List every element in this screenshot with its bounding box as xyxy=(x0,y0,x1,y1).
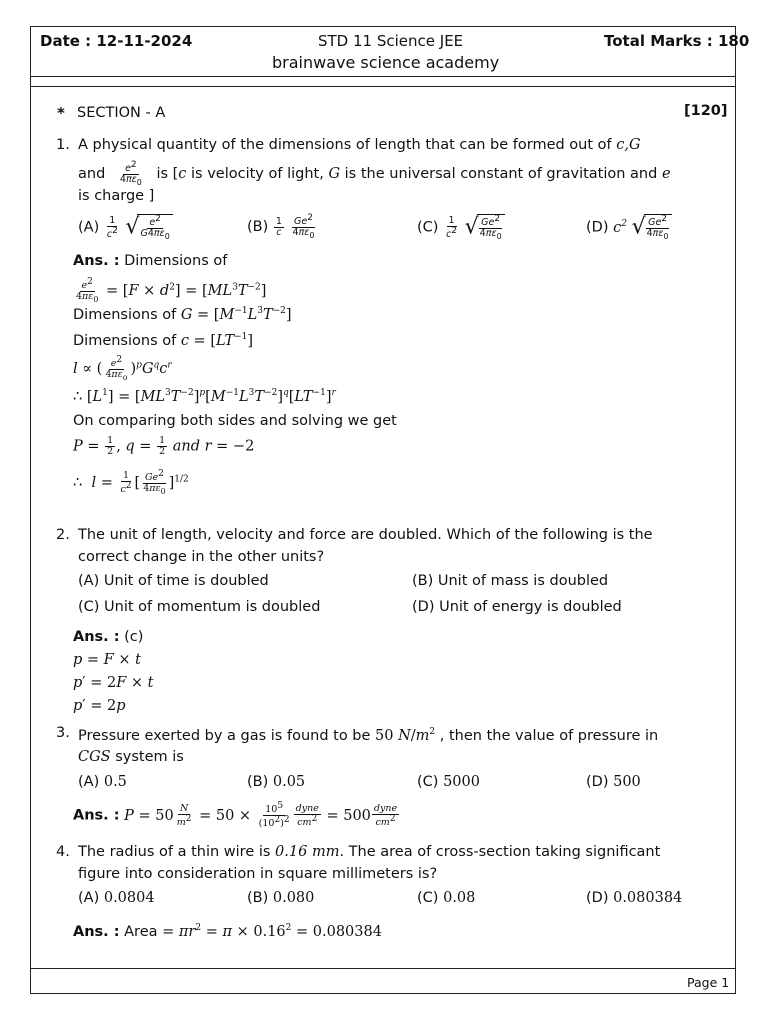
q3-line1: Pressure exerted by a gas is found to be 50 $N/m^2$ , then the value of pressure in xyxy=(78,727,659,744)
q3-option-c: (C) 5000 xyxy=(417,774,480,790)
q1-number: 1. xyxy=(56,137,70,153)
section-title: SECTION - A xyxy=(77,105,166,121)
q1-option-d: (D) $c^2$ √ $\frac{Ge^2}{4\pi\varepsilon_0}$ xyxy=(586,214,672,241)
q3-option-b: (B) 0.05 xyxy=(247,774,306,790)
q1-eq-5: ∴ $[L^1] = [ML^3T^{-2}]^p[M^{-1}L^3T^{-2}]^q[LT^{-1}]^r$ xyxy=(73,388,336,405)
exam-standard: STD 11 Science JEE xyxy=(318,32,464,50)
q2-option-a: (A) Unit of time is doubled xyxy=(78,573,269,589)
q3-option-d: (D) 500 xyxy=(586,774,641,790)
q2-option-c: (C) Unit of momentum is doubled xyxy=(78,599,321,615)
total-marks: Total Marks : 180 xyxy=(604,32,750,50)
q1-option-c: (C) $\frac{1}{c^2}$ √ $\frac{Ge^2}{4\pi\varepsilon_0}$ xyxy=(417,214,505,241)
q3-number: 3. xyxy=(56,725,70,741)
q2-number: 2. xyxy=(56,527,70,543)
q1-eq-4: l ∝ ( $\frac{e^2}{4\pi\varepsilon_o}$ )$^pG^qc^r$ xyxy=(73,355,172,383)
q4-option-c: (C) 0.08 xyxy=(417,890,476,906)
q2-eq-2: p′ = 2F × t xyxy=(73,675,154,691)
q4-option-a: (A) 0.0804 xyxy=(78,890,155,906)
q2-line1: The unit of length, velocity and force are doubled. Which of the following is the xyxy=(78,527,653,543)
q1-answer-label: Ans. : Dimensions of xyxy=(73,253,228,269)
q3-line2: CGS system is xyxy=(78,749,184,765)
q1-line1: A physical quantity of the dimensions of length that can be formed out of c,G xyxy=(78,137,641,153)
q1-option-a: (A) $\frac{1}{c^2}$ √ $\frac{e^2}{G4\pi\varepsilon_0}$ xyxy=(78,214,173,241)
q1-eq-1: $\frac{e^2}{4\pi\varepsilon_0}$ = $[F \times d^2] = [ML^3T^{-2}]$ xyxy=(76,277,267,305)
exam-date: Date : 12-11-2024 xyxy=(40,32,193,50)
q4-answer: Ans. : Area = $\pi r^2 = \pi \times 0.16^2 = 0.080384$ xyxy=(73,923,382,940)
q2-option-d: (D) Unit of energy is doubled xyxy=(412,599,622,615)
section-marks: [120] xyxy=(684,103,728,119)
q1-eq-3: Dimensions of $c = [LT^{-1}]$ xyxy=(73,332,254,349)
q2-option-b: (B) Unit of mass is doubled xyxy=(412,573,609,589)
q1-eq-6: P = $\frac{1}{2}$ , q = $\frac{1}{2}$ and r = −2 xyxy=(73,435,255,457)
page-number: Page 1 xyxy=(687,975,730,990)
q4-option-b: (B) 0.080 xyxy=(247,890,315,906)
q4-option-d: (D) 0.080384 xyxy=(586,890,683,906)
q1-line3: is charge ] xyxy=(78,188,155,204)
q1-eq-7: ∴ l = $\frac{1}{c^2}$ [ $\frac{Ge^2}{4\pi\varepsilon_0}$ ]$^{1/2}$ xyxy=(73,469,189,497)
section-star: * xyxy=(57,104,65,122)
q3-option-a: (A) 0.5 xyxy=(78,774,127,790)
q2-line2: correct change in the other units? xyxy=(78,549,325,565)
q2-eq-1: p = F × t xyxy=(73,652,141,668)
q3-answer: Ans. : P = 50 $\frac{N}{m^2}$ = 50 × $\frac{10^5}{(10^2)^2}$ $\frac{\text{dyne}}{cm^2}$ = 500 $\frac{\text{dyne}}{cm^2}$ xyxy=(73,801,398,830)
q1-eq-2: Dimensions of $G = [M^{-1}L^3T^{-2}]$ xyxy=(73,306,292,323)
q2-answer: Ans. : (c) xyxy=(73,629,144,645)
q4-number: 4. xyxy=(56,844,70,860)
q1-comparing: On comparing both sides and solving we get xyxy=(73,413,397,429)
q4-line1: The radius of a thin wire is 0.16 mm. The area of cross-section taking significant xyxy=(78,844,661,860)
q1-option-b: (B) $\frac{1}{c}$ $\frac{Ge^2}{4\pi\varepsilon_0}$ xyxy=(247,213,315,241)
header-divider xyxy=(30,76,736,77)
academy-name: brainwave science academy xyxy=(272,53,500,72)
q4-line2: figure into consideration in square millimeters is? xyxy=(78,866,438,882)
footer-divider xyxy=(30,968,736,969)
q1-line2: and $\frac{e^2}{4\pi\varepsilon_0}$ is [c is velocity of light, G is the universal constant of gravitation and e xyxy=(78,160,671,188)
header-divider-2 xyxy=(30,86,736,87)
q2-eq-3: p′ = 2p xyxy=(73,698,126,714)
